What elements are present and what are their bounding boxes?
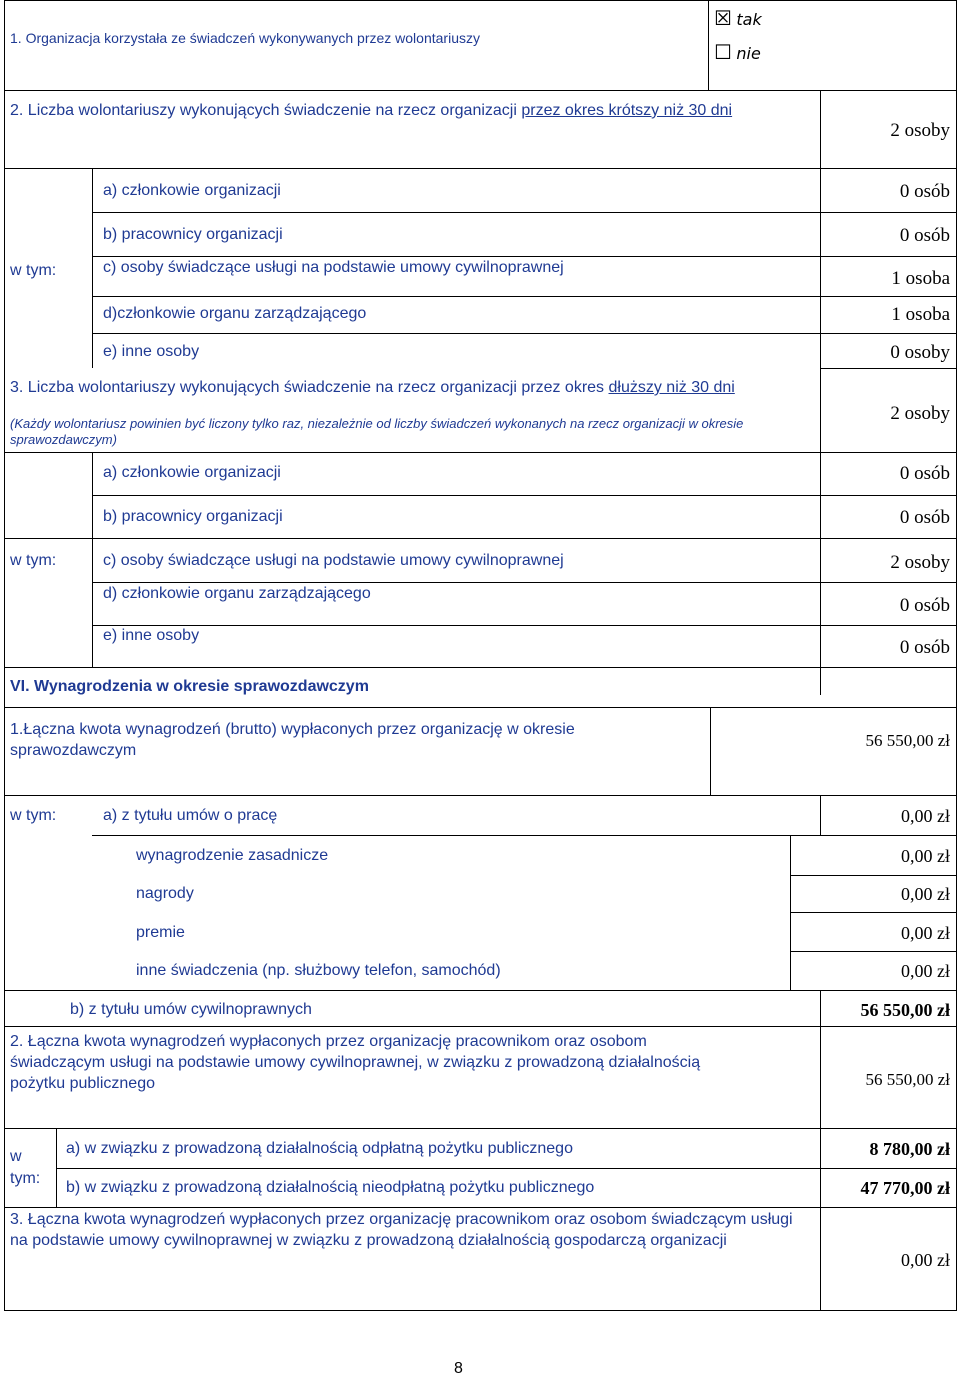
w2-a-label: a) w związku z prowadzoną działalnością odpłatną pożytku publicznego — [66, 1140, 573, 1157]
w2-wtym-1: w — [10, 1148, 22, 1165]
option-yes-label: tak — [736, 10, 762, 29]
w1-sub-2-value: 0,00 zł — [901, 884, 950, 904]
q2-wtym: w tym: — [10, 262, 57, 279]
w1-wtym: w tym: — [10, 807, 57, 824]
q1-option-no[interactable] — [714, 40, 761, 64]
w1-sub-3: premie — [136, 924, 185, 941]
q3-row-c-value: 2 osoby — [890, 552, 950, 573]
q2-row-a-value: 0 osób — [899, 181, 950, 202]
w1-b-value: 56 550,00 zł — [860, 1000, 950, 1020]
w1-sub-4-value: 0,00 zł — [901, 961, 950, 981]
q3-note: (Każdy wolontariusz powinien być liczony tylko raz, niezależnie od liczby świadczeń wykonanych na rzecz organizacji w okresie sprawozdawczym) — [10, 416, 744, 447]
q3-row-c: c) osoby świadczące usługi na podstawie umowy cywilnoprawnej — [103, 552, 564, 569]
w1-sub-1: wynagrodzenie zasadnicze — [136, 847, 329, 864]
q2-row-d: d)członkowie organu zarządzającego — [103, 305, 367, 322]
w1-sub-3-value: 0,00 zł — [901, 923, 950, 943]
w1-sub-4: inne świadczenia (np. służbowy telefon, samochód) — [136, 962, 501, 979]
unchecked-box-icon[interactable]: ☐ — [714, 40, 732, 64]
q3-row-b-value: 0 osób — [899, 507, 950, 528]
w1-label: 1.Łączna kwota wynagrodzeń (brutto) wypłaconych przez organizację w okresie sprawozdawczym — [10, 721, 575, 759]
w1-sub-2: nagrody — [136, 885, 194, 902]
q2-total: 2 osoby — [890, 120, 950, 141]
q2-label: 2. Liczba wolontariuszy wykonujących świadczenie na rzecz organizacji przez okres krótszy niż 30 dni — [10, 102, 733, 119]
w2-value: 56 550,00 zł — [865, 1070, 950, 1089]
w2-wtym-2: tym: — [10, 1170, 41, 1187]
q2-row-e-value: 0 osoby — [890, 342, 950, 363]
page-number: 8 — [454, 1360, 463, 1377]
q2-row-c-value: 1 osoba — [891, 268, 950, 289]
q3-total: 2 osoby — [890, 403, 950, 424]
q2-row-b: b) pracownicy organizacji — [103, 226, 283, 243]
w1-sub-1-value: 0,00 zł — [901, 846, 950, 866]
q2-row-e: e) inne osoby — [103, 343, 200, 360]
w3-label: 3. Łączna kwota wynagrodzeń wypłaconych przez organizację pracownikom oraz osobom świadczącym usługi na podstawie umowy cywilnoprawnej w związku z prowadzoną działalnością gospodarczą organizacji — [10, 1211, 793, 1249]
q2-row-b-value: 0 osób — [899, 225, 950, 246]
q3-label: 3. Liczba wolontariuszy wykonujących świadczenie na rzecz organizacji przez okres dłuższy niż 30 dni — [10, 379, 735, 396]
q2-row-c: c) osoby świadczące usługi na podstawie umowy cywilnoprawnej — [103, 259, 564, 276]
q1-option-yes[interactable] — [714, 6, 762, 30]
q3-row-d-value: 0 osób — [899, 595, 950, 616]
q2-row-a: a) członkowie organizacji — [103, 182, 281, 199]
w2-a-value: 8 780,00 zł — [869, 1139, 950, 1159]
q3-row-d: d) członkowie organu zarządzającego — [103, 585, 371, 602]
checked-box-icon[interactable]: ☒ — [714, 6, 732, 30]
w1-a-value: 0,00 zł — [901, 806, 950, 826]
section-6-heading: VI. Wynagrodzenia w okresie sprawozdawczym — [10, 678, 369, 695]
w3-value: 0,00 zł — [901, 1250, 950, 1270]
q3-row-e-value: 0 osób — [899, 637, 950, 658]
w2-label: 2. Łączna kwota wynagrodzeń wypłaconych przez organizację pracownikom oraz osobom świadczącym usługi na podstawie umowy cywilnoprawnej, w związku z prowadzoną działalnością pożytku publicznego — [10, 1033, 701, 1092]
q2-row-d-value: 1 osoba — [891, 304, 950, 325]
q3-wtym: w tym: — [10, 552, 57, 569]
q3-row-e: e) inne osoby — [103, 627, 200, 644]
w1-value: 56 550,00 zł — [865, 731, 950, 750]
w1-b-label: b) z tytułu umów cywilnoprawnych — [70, 1001, 312, 1018]
q3-row-a: a) członkowie organizacji — [103, 464, 281, 481]
w1-a-label: a) z tytułu umów o pracę — [103, 807, 278, 824]
option-no-label: nie — [736, 44, 761, 63]
w2-b-label: b) w związku z prowadzoną działalnością nieodpłatną pożytku publicznego — [66, 1179, 595, 1196]
q1-label: 1. Organizacja korzystała ze świadczeń wykonywanych przez wolontariuszy — [10, 30, 480, 46]
q3-row-a-value: 0 osób — [899, 463, 950, 484]
q3-row-b: b) pracownicy organizacji — [103, 508, 283, 525]
w2-b-value: 47 770,00 zł — [860, 1178, 950, 1198]
